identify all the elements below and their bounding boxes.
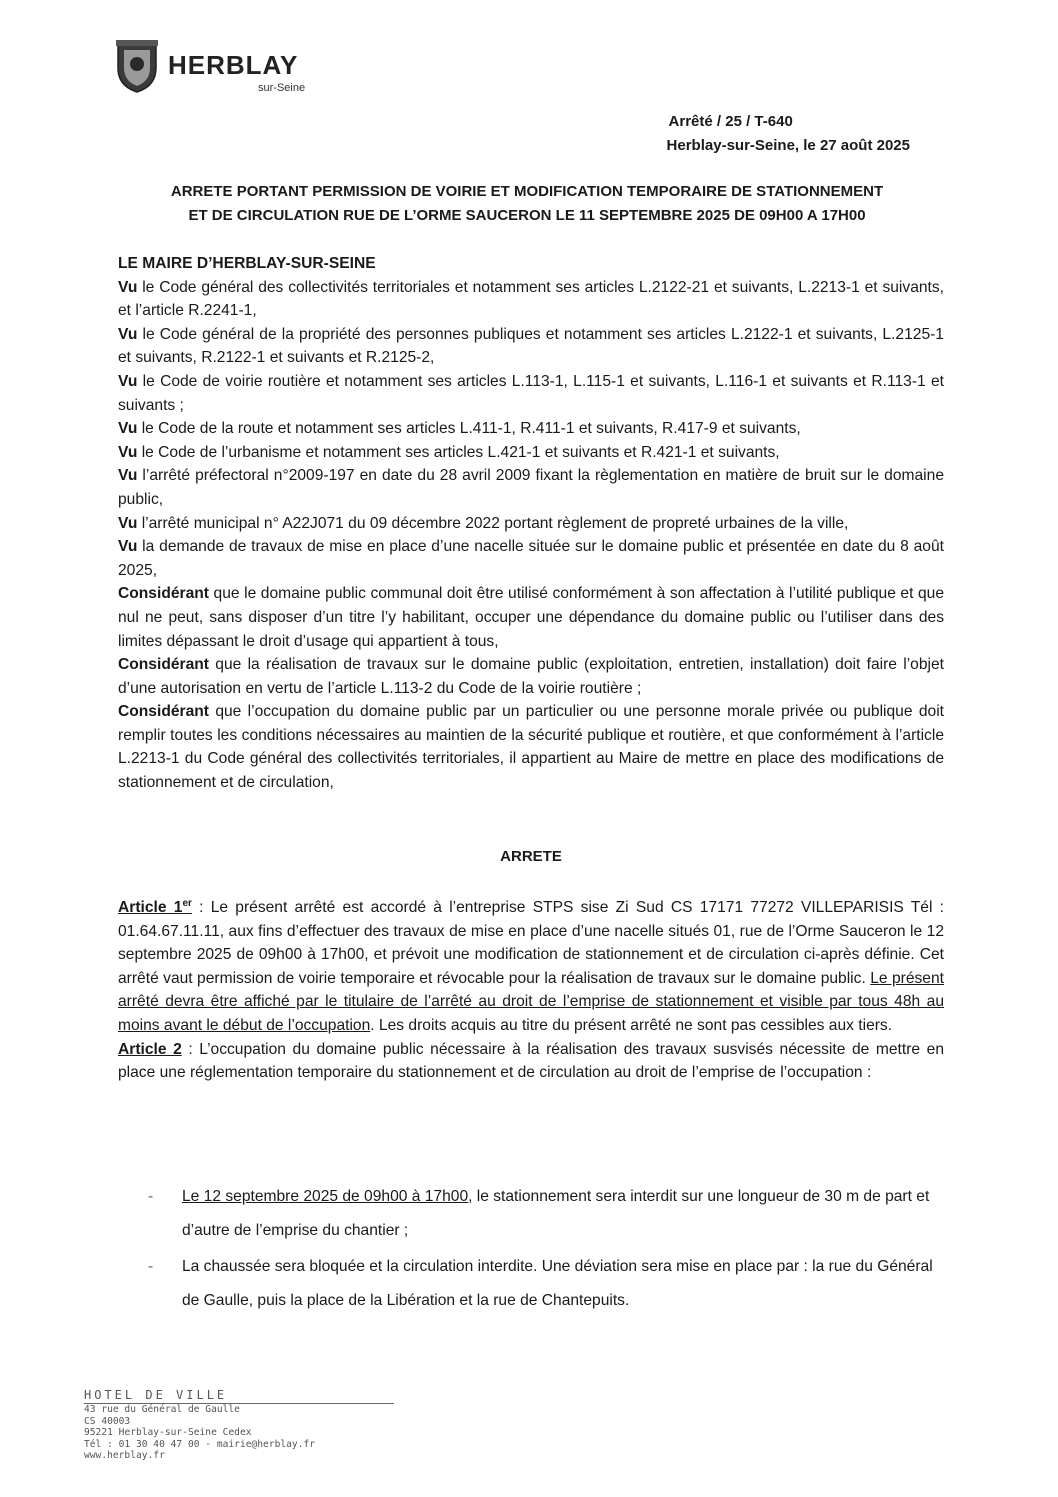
list-item: - La chaussée sera bloquée et la circulation interdite. Une déviation sera mise en place par : la rue du Général de Gaulle, puis la place de la Libération et la rue de Chantepuits. [148, 1250, 948, 1318]
article-2: Article 2 : L’occupation du domaine public nécessaire à la réalisation des travaux susvisés nécessite de mettre en place une réglementation temporaire du stationnement et de circulation au droit de l’emprise de l’occupation : [118, 1040, 944, 1082]
vu-word: Vu [118, 420, 138, 438]
footer-line: Tél : 01 30 40 47 00 - mairie@herblay.fr [84, 1438, 316, 1450]
vu-item: Vu l’arrêté municipal n° A22J071 du 09 décembre 2022 portant règlement de propreté urbaines de la ville, [118, 514, 849, 532]
city-name-sub: sur-Seine [258, 82, 306, 94]
city-logo [112, 36, 342, 100]
vu-item: Vu le Code général des collectivités territoriales et notamment ses articles L.2122-21 et suivants, L.2213-1 et suivants, et l’article R.2241-1, [118, 278, 944, 320]
considerant-word: Considérant [118, 656, 209, 674]
considerant-word: Considérant [118, 703, 209, 721]
footer-line: 43 rue du Général de Gaulle [84, 1404, 240, 1415]
article-1-label: Article 1er [118, 897, 192, 916]
city-name: HERBLAY [168, 50, 299, 80]
vu-word: Vu [118, 538, 138, 556]
measures-list [148, 1180, 948, 1320]
considerant-word: Considérant [118, 585, 209, 603]
decree-number: Arrêté / 25 / T-640 [668, 113, 793, 130]
vu-word: Vu [118, 325, 138, 343]
vu-word: Vu [118, 278, 138, 296]
bullet-dash: - [148, 1258, 154, 1275]
bullet-dash: - [148, 1188, 154, 1205]
vu-item: Vu le Code de l’urbanisme et notamment ses articles L.421-1 et suivants et R.421-1 et suivants, [118, 443, 780, 461]
vu-item: Vu l’arrêté préfectoral n°2009-197 en date du 28 avril 2009 fixant la règlementation en matière de bruit sur le domaine public, [118, 467, 944, 508]
article-2-label: Article 2 [118, 1040, 182, 1058]
vu-item: Vu le Code général de la propriété des personnes publiques et notamment ses articles L.2122-1 et suivants, L.2125-1 et suivants, R.2122-1 et suivants et R.2125-2, [118, 325, 944, 367]
articles [118, 896, 944, 1085]
document-title [118, 180, 936, 228]
decree-reference [667, 110, 910, 158]
mayor-heading: LE MAIRE D’HERBLAY-SUR-SEINE [118, 255, 376, 272]
footer-line: CS 40003 [84, 1415, 131, 1427]
footer-address [84, 1388, 394, 1462]
vu-word: Vu [118, 372, 138, 390]
footer-title: HOTEL DE VILLE [84, 1388, 394, 1404]
article-1-display-notice: Le présent arrêté devra être affiché par le titulaire de l’arrêté au droit de l’emprise de stationnement et visible par tous 48h au moins avant le début de l’occupation [118, 969, 944, 1034]
considerant-item: Considérant que le domaine public communal doit être utilisé conformément à son affectation à l’utilité publique et que nul ne peut, sans disposer d’un titre l’y habilitant, occuper une dépendance du domaine public ou l’utiliser dans des limites dépassant le droit d’usage qui appartient à tous, [118, 585, 944, 650]
bullet-date: Le 12 septembre 2025 de 09h00 à 17h00 [182, 1188, 469, 1205]
decree-place-date: Herblay-sur-Seine, le 27 août 2025 [666, 137, 910, 154]
vu-word: Vu [118, 443, 138, 461]
title-line-1: ARRETE PORTANT PERMISSION DE VOIRIE ET MODIFICATION TEMPORAIRE DE STATIONNEMENT [170, 183, 884, 200]
considerant-item: Considérant que la réalisation de travaux sur le domaine public (exploitation, entretien, installation) doit faire l’objet d’une autorisation en vertu de l’article L.113-2 du Code de la voirie routière ; [118, 656, 944, 697]
vu-item: Vu le Code de la route et notamment ses articles L.411-1, R.411-1 et suivants, R.417-9 et suivants, [118, 420, 801, 438]
preamble [118, 252, 944, 795]
vu-word: Vu [118, 467, 138, 485]
title-line-2: ET DE CIRCULATION RUE DE L’ORME SAUCERON LE 11 SEPTEMBRE 2025 DE 09H00 A 17H00 [188, 207, 866, 224]
vu-word: Vu [118, 514, 138, 532]
footer-line: 95221 Herblay-sur-Seine Cedex [84, 1427, 252, 1438]
list-item: - Le 12 septembre 2025 de 09h00 à 17h00, le stationnement sera interdit sur une longueur de 30 m de part et d’autre de l’emprise du chantier ; [148, 1180, 948, 1248]
footer-line: www.herblay.fr [84, 1450, 165, 1461]
vu-item: Vu le Code de voirie routière et notamment ses articles L.113-1, L.115-1 et suivants, L.116-1 et suivants et R.113-1 et suivants ; [118, 372, 944, 414]
considerant-item: Considérant que l’occupation du domaine public par un particulier ou une personne morale privée ou publique doit remplir toutes les conditions nécessaires au maintien de la sécurité publique et routière, et que conformément à l’article L.2213-1 du Code général des collectivités territoriales, il appartient au Maire de mettre en place des modifications de stationnement et de circulation, [118, 703, 944, 792]
vu-item: Vu la demande de travaux de mise en place d’une nacelle située sur le domaine public et présentée en date du 8 août 2025, [118, 538, 944, 579]
arrete-heading: ARRETE [500, 848, 562, 865]
article-1: Article 1er : Le présent arrêté est accordé à l’entreprise STPS sise Zi Sud CS 17171 77272 VILLEPARISIS Tél : 01.64.67.11.11, aux fins d’effectuer des travaux de mise en place d’une nacelle situés 01, rue de l’Orme Sauceron le 12 septembre 2025 de 09h00 à 17h00, et prévoit une modification de stationnement et de circulation ci-après définie. Cet arrêté vaut permission de voirie temporaire et révocable pour la réalisation de travaux sur le domaine public. Le présent arrêté devra être affiché par le titulaire de l’arrêté au droit de l’emprise de stationnement et visible par tous 48h au moins avant le début de l’occupation. Les droits acquis au titre du présent arrêté ne sont pas cessibles aux tiers. [118, 897, 944, 1034]
city-crest-icon [112, 38, 162, 94]
